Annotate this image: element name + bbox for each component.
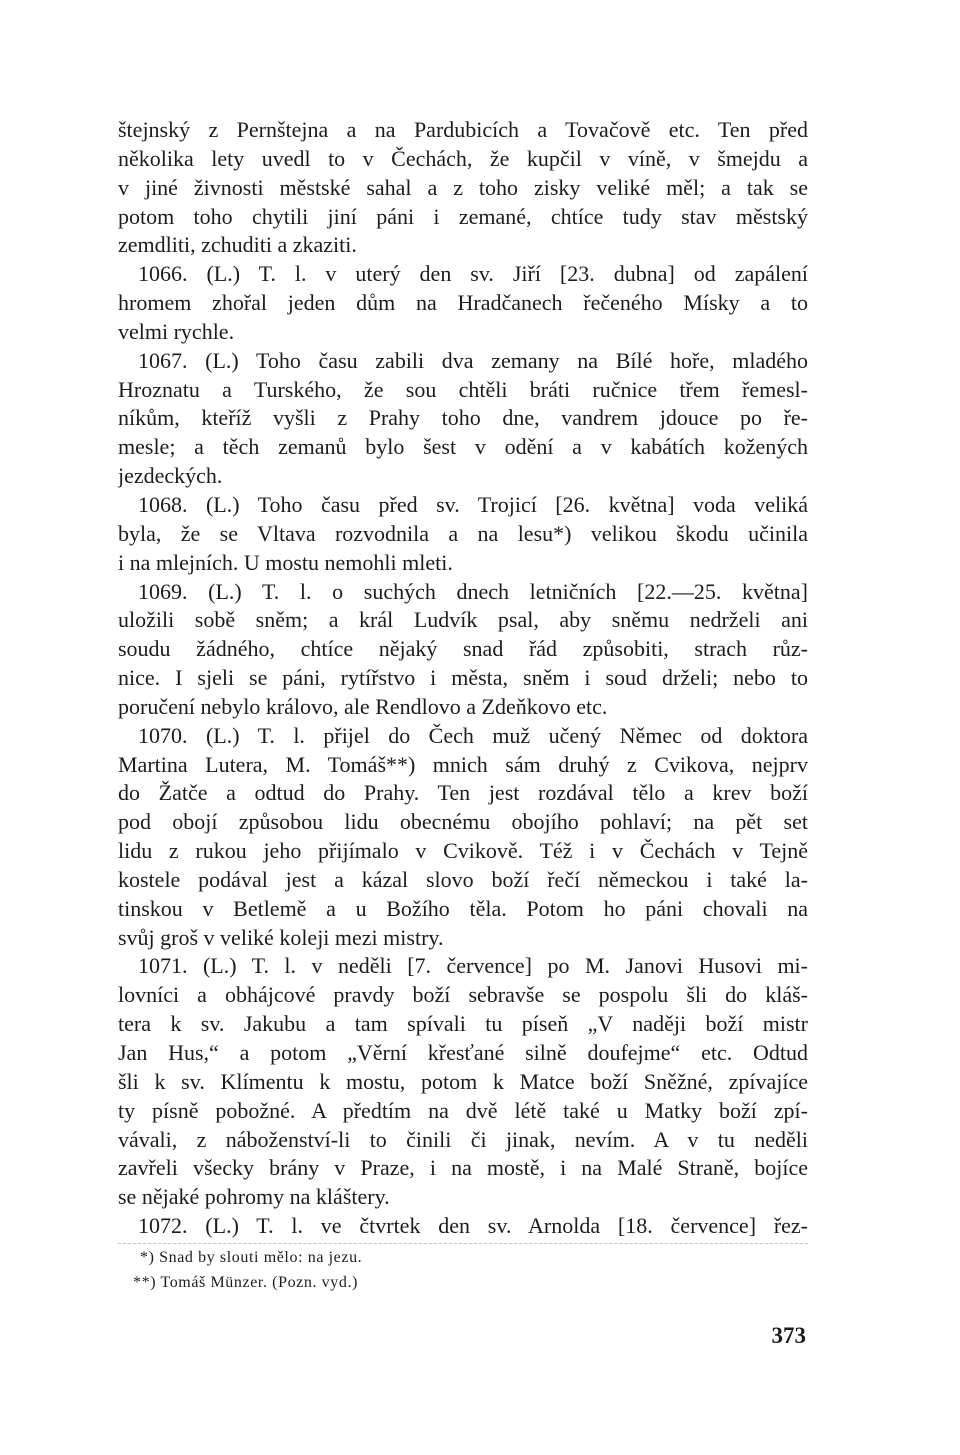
text-line: svůj groš v veliké koleji mezi mistry. xyxy=(118,924,444,950)
text-line: nice. I sjeli se páni, rytířstvo i města, sněm i soud drželi; nebo to xyxy=(118,665,808,691)
footnotes xyxy=(118,1245,808,1295)
text-line: tinskou v Betlemě a u Božího těla. Potom ho páni chovali na xyxy=(118,895,808,921)
text-line: do Žatče a odtud do Prahy. Ten jest rozdával tělo a krev boží xyxy=(118,780,808,806)
text-line: šli k sv. Klímentu k mostu, potom k Matce boží Sněžné, zpívajíce xyxy=(118,1068,808,1094)
footnote: *) Snad by slouti mělo: na jezu. xyxy=(140,1249,363,1266)
text-line: zavřeli všecky brány v Praze, i na mostě, i na Malé Straně, bojíce xyxy=(118,1155,808,1181)
text-line: hromem zhořal jeden dům na Hradčanech řečeného Mísky a to xyxy=(118,290,808,316)
text-line: tera k sv. Jakubu a tam spívali tu píseň „V naději boží mistr xyxy=(118,1011,808,1037)
text-line: Martina Lutera, M. Tomáš**) mnich sám druhý z Cvikova, nejprv xyxy=(118,751,808,777)
text-line: Hroznatu a Turského, že sou chtěli bráti ručnice třem řemesl- xyxy=(118,376,808,402)
footnote: **) Tomáš Münzer. (Pozn. vyd.) xyxy=(133,1274,358,1291)
text-line: níkům, kteříž vyšli z Prahy toho dne, vandrem jdouce po ře- xyxy=(118,405,808,431)
text-line: 1066. (L.) T. l. v uterý den sv. Jiří [23. dubna] od zapálení xyxy=(138,261,808,287)
text-line: vávali, z náboženství-li to činili či jinak, nevím. A v tu neděli xyxy=(118,1126,808,1152)
text-line: lovníci a obhájcové pravdy boží sebravše se pospolu šli do kláš- xyxy=(118,982,808,1008)
text-line: uložili sobě sněm; a král Ludvík psal, aby sněmu nedrželi ani xyxy=(118,607,808,633)
text-line: kostele podával jest a kázal slovo boží řečí německou i také la- xyxy=(118,866,808,892)
text-line: soudu žádného, chtíce nějaký snad řád způsobiti, strach růz- xyxy=(118,636,808,662)
text-line: v jiné živnosti městské sahal a z toho zisky veliké měl; a tak se xyxy=(118,174,808,200)
text-line: lidu z rukou jeho přijímalo v Cvikově. Též i v Čechách v Tejně xyxy=(118,838,808,864)
text-line: Jan Hus,“ a potom „Věrní křesťané silně doufejme“ etc. Odtud xyxy=(118,1040,808,1065)
text-line: ty písně pobožné. A předtím na dvě létě také u Matky boží zpí- xyxy=(118,1097,808,1123)
text-line: štejnský z Pernštejna a na Pardubicích a Tovačově etc. Ten před xyxy=(118,117,808,142)
text-line: byla, že se Vltava rozvodnila a na lesu*) velikou škodu učinila xyxy=(118,520,808,546)
text-line: poručení nebylo královo, ale Rendlovo a Zdeňkovo etc. xyxy=(118,693,608,719)
text-line: mesle; a těch zemanů bylo šest v odění a v kabátích kožených xyxy=(118,434,808,460)
text-line: pod obojí způsobou lidu obecnému obojího pohlaví; na pět set xyxy=(118,809,808,835)
text-line: zemdliti, zchuditi a zkaziti. xyxy=(118,232,357,258)
text-line: 1067. (L.) Toho času zabili dva zemany na Bílé hoře, mladého xyxy=(138,347,808,373)
text-line: 1069. (L.) T. l. o suchých dnech letničních [22.—25. května] xyxy=(138,578,808,604)
text-line: se nějaké pohromy na kláštery. xyxy=(118,1184,390,1210)
text-line: 1071. (L.) T. l. v neděli [7. července] po M. Janovi Husovi mi- xyxy=(138,953,808,979)
text-line: 1068. (L.) Toho času před sv. Trojicí [26. května] voda veliká xyxy=(138,491,808,517)
text-line: 1072. (L.) T. l. ve čtvrtek den sv. Arnolda [18. července] řez- xyxy=(138,1213,808,1239)
text-line: i na mlejních. U mostu nemohli mleti. xyxy=(118,549,453,575)
text-line: potom toho chytili jiní páni i zemané, chtíce tudy stav městský xyxy=(118,203,808,229)
footnote-separator xyxy=(118,1243,808,1244)
text-line: jezdeckých. xyxy=(118,463,223,489)
page-number: 373 xyxy=(771,1323,806,1348)
text-line: 1070. (L.) T. l. přijel do Čech muž učený Němec od doktora xyxy=(138,722,808,748)
main-text xyxy=(118,116,808,1241)
text-line: několika lety uvedl to v Čechách, že kupčil v víně, v šmejdu a xyxy=(118,145,808,171)
text-line: velmi rychle. xyxy=(118,318,235,344)
